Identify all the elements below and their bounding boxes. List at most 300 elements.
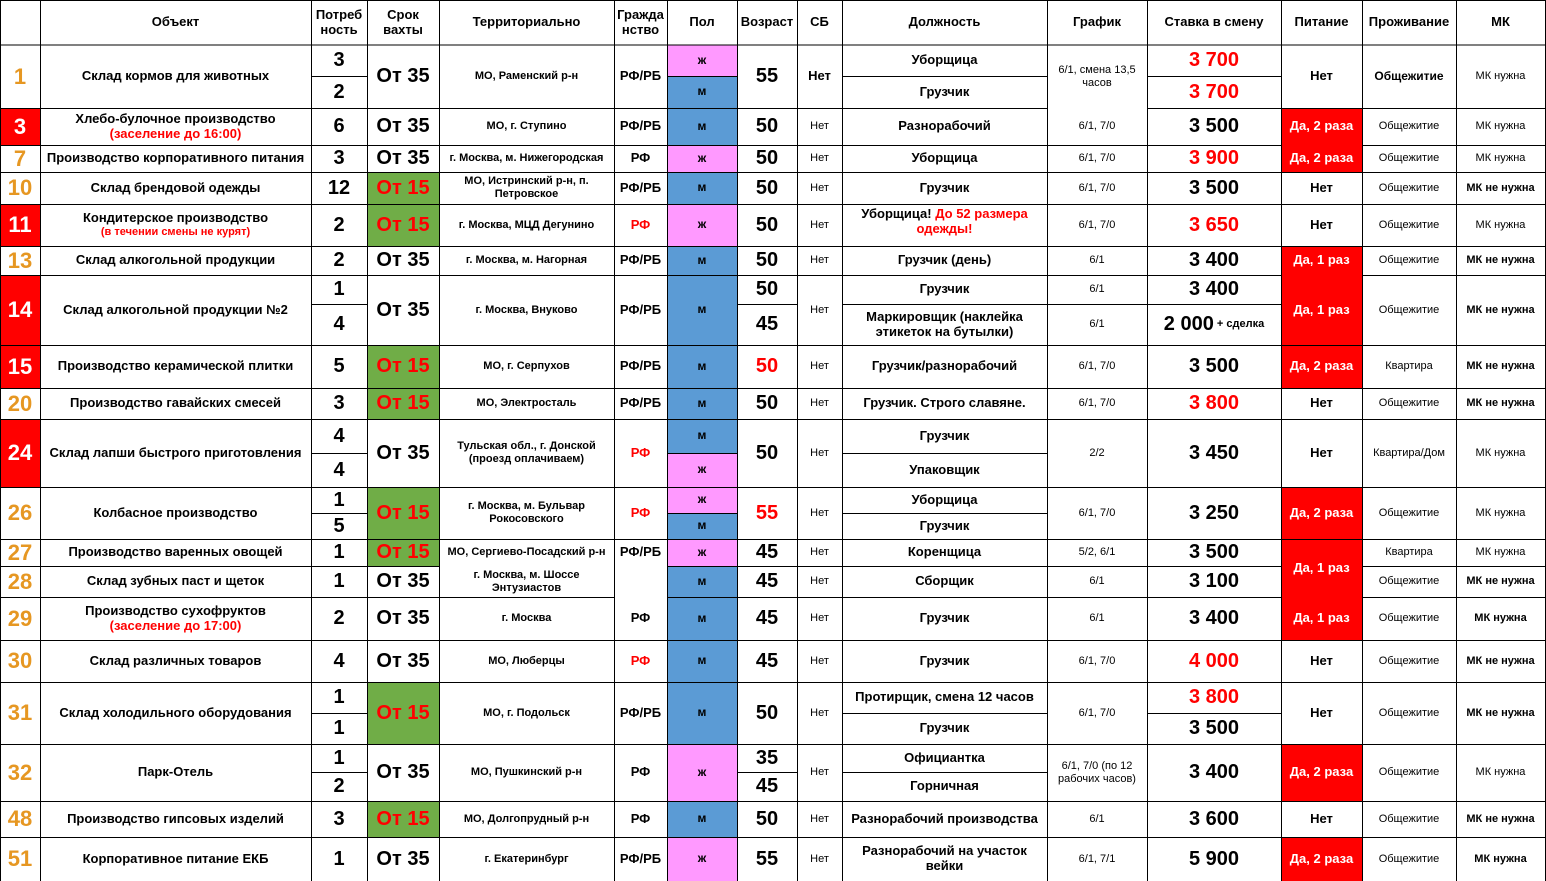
position-value (842, 204, 1047, 246)
citizenship-value (614, 539, 667, 566)
rate-value (1147, 108, 1281, 145)
need-value (311, 275, 367, 304)
location-value (439, 419, 614, 487)
cell-text: Нет (1310, 179, 1333, 195)
cell-text: 3 800 (1188, 392, 1240, 414)
cell-text: Разнорабочий производства (851, 810, 1038, 826)
cell-text: 2 (333, 607, 345, 629)
schedule-value (1047, 744, 1147, 801)
cell-text: Нет (810, 506, 829, 519)
rate-value (1147, 246, 1281, 275)
mk-value (1456, 145, 1545, 172)
cell-text: Нет (1310, 395, 1333, 411)
cell-text: 6 (333, 115, 345, 137)
object-cell (40, 108, 311, 145)
position-value (842, 487, 1047, 513)
term-value (367, 487, 439, 539)
cell-text: 50 (755, 701, 779, 724)
cell-text: 6/1, 7/0 (1078, 506, 1116, 519)
cell-text: Общежитие (1378, 254, 1440, 267)
cell-text: 3 450 (1188, 441, 1240, 464)
cell-text: 4 (333, 313, 345, 335)
cell-text: РФ (630, 810, 651, 826)
sb-value (797, 204, 842, 246)
cell-text: 45 (755, 541, 779, 563)
cell-text: РФ (630, 652, 651, 668)
object-cell (40, 345, 311, 388)
cell-text: 3 400 (1188, 761, 1240, 783)
cell-text: 4 (333, 649, 345, 672)
citizenship-value (614, 640, 667, 682)
cell-text: Объект (151, 14, 200, 30)
cell-text: 1 (13, 63, 27, 89)
citizenship-value (614, 204, 667, 246)
cell-text: Да, 2 раза (1289, 764, 1354, 780)
header-need (311, 0, 367, 45)
sex-value (667, 597, 737, 640)
schedule-value (1047, 204, 1147, 246)
schedule-value (1047, 801, 1147, 837)
cell-text: Общежитие (1378, 852, 1440, 865)
citizenship-value (614, 487, 667, 539)
age-value (737, 172, 797, 204)
housing-value (1362, 801, 1456, 837)
cell-text: РФ/РБ (619, 704, 662, 720)
cell-text: РФ/РБ (619, 252, 662, 268)
term-value (367, 597, 439, 640)
cell-text: г. Москва (501, 612, 552, 625)
cell-text: От 15 (376, 807, 430, 830)
object-name: Производство керамической плитки (57, 358, 294, 374)
citizenship-value (614, 108, 667, 145)
cell-text: 1 (333, 746, 345, 769)
cell-text: 7 (13, 145, 27, 171)
row-number (0, 388, 40, 419)
header-mk (1456, 0, 1545, 45)
need-value (311, 172, 367, 204)
housing-value (1362, 640, 1456, 682)
cell-text: МК нужна (1474, 612, 1527, 625)
cell-text: Общежитие (1378, 612, 1440, 625)
position-value (842, 145, 1047, 172)
cell-text: ж (697, 764, 707, 779)
cell-text: м (697, 653, 707, 668)
position-value (842, 513, 1047, 539)
schedule-value (1047, 487, 1147, 539)
mk-value (1456, 682, 1545, 744)
schedule-value (1047, 345, 1147, 388)
term-value (367, 801, 439, 837)
cell-text: МК нужна (1475, 766, 1526, 779)
sb-value (797, 388, 842, 419)
cell-text: РФ (630, 444, 651, 460)
cell-text: МК не нужна (1466, 303, 1535, 316)
sex-value (667, 145, 737, 172)
housing-value (1362, 388, 1456, 419)
cell-text: 3 500 (1188, 355, 1240, 377)
cell-text: 3 (333, 147, 345, 169)
food-value (1281, 744, 1362, 801)
cell-text: ж (697, 462, 707, 477)
row-number (0, 108, 40, 145)
cell-text: РФ/РБ (619, 358, 662, 374)
cell-text: Нет (810, 120, 829, 133)
position-value (842, 246, 1047, 275)
location-value (439, 566, 614, 597)
rate-amount: 3 500 (1188, 717, 1240, 739)
object-name: Склад лапши быстрого приготовления (49, 444, 302, 460)
position-name: Уборщица! (861, 206, 936, 221)
cell-text: 55 (755, 65, 779, 87)
rate-value (1147, 45, 1281, 76)
term-value (367, 419, 439, 487)
age-value (737, 640, 797, 682)
term-value (367, 744, 439, 801)
term-value (367, 275, 439, 345)
cell-text: Нет (810, 546, 829, 559)
cell-text: 3 400 (1188, 607, 1240, 629)
cell-text: 50 (755, 392, 779, 414)
row-number (0, 744, 40, 801)
rate-value (1147, 204, 1281, 246)
object-name: Колбасное производство (93, 504, 258, 520)
mk-value (1456, 640, 1545, 682)
rate-value (1147, 419, 1281, 487)
cell-text: 6/1 (1089, 612, 1105, 625)
housing-value (1362, 204, 1456, 246)
cell-text: 3 (13, 113, 27, 139)
sex-value (667, 275, 737, 345)
cell-text: МК нужна (1475, 446, 1526, 459)
rate-value (1147, 388, 1281, 419)
cell-text: РФ (630, 504, 651, 520)
position-value (842, 108, 1047, 145)
sb-value (797, 345, 842, 388)
cell-text: 2 (333, 249, 345, 271)
cell-text: МК не нужна (1466, 575, 1535, 588)
cell-text: Должность (908, 14, 981, 30)
cell-text: 6/1 (1089, 283, 1105, 296)
object-cell (40, 744, 311, 801)
cell-text: г. Москва, м. Шоссе Энтузиастов (473, 568, 580, 594)
header-position (842, 0, 1047, 45)
object-name: Склад зубных паст и щеток (86, 573, 265, 589)
rate-value (1147, 345, 1281, 388)
cell-text: Нет (810, 612, 829, 625)
cell-text: 6/1, 7/0 (1078, 706, 1116, 719)
cell-text: 29 (7, 605, 33, 631)
cell-text: Территориально (472, 14, 581, 30)
food-value (1281, 539, 1362, 597)
position-value (842, 453, 1047, 487)
cell-text: Общежитие (1378, 654, 1440, 667)
cell-text: 2 (333, 80, 345, 103)
cell-text: 50 (755, 115, 779, 137)
cell-text: РФ (630, 150, 651, 166)
cell-text: 6/1, 7/0 (1078, 218, 1116, 231)
cell-text: Нет (810, 852, 829, 865)
position-note: До 52 размера одежды! (916, 206, 1028, 236)
citizenship-value (614, 682, 667, 744)
sex-value (667, 566, 737, 597)
location-value (439, 597, 614, 640)
cell-text: 1 (333, 488, 345, 511)
cell-text: 15 (7, 353, 33, 379)
cell-text: 55 (755, 847, 779, 870)
age-value (737, 566, 797, 597)
location-value (439, 487, 614, 539)
cell-text: Да, 1 раз (1293, 301, 1350, 317)
mk-value (1456, 566, 1545, 597)
cell-text: 50 (755, 147, 779, 169)
age-value (737, 345, 797, 388)
mk-value (1456, 597, 1545, 640)
position-value (842, 76, 1047, 108)
cell-text: Общежитие (1374, 68, 1444, 83)
cell-text: Да, 2 раза (1289, 150, 1354, 166)
cell-text: Уборщица (911, 52, 978, 68)
food-value (1281, 345, 1362, 388)
cell-text: Нет (1310, 704, 1333, 720)
position-value (842, 304, 1047, 345)
need-value (311, 837, 367, 881)
cell-text: ж (697, 217, 707, 232)
cell-text: График (1073, 14, 1121, 30)
cell-text: Квартира (1385, 360, 1433, 373)
cell-text: 30 (7, 648, 33, 674)
cell-text: РФ/РБ (619, 544, 662, 560)
cell-text: Общежитие (1378, 152, 1440, 165)
need-value (311, 76, 367, 108)
age-value (737, 145, 797, 172)
cell-text: Возраст (740, 14, 794, 30)
cell-text: 12 (327, 176, 351, 199)
cell-text: МО, Сергиево-Посадский р-н (447, 546, 606, 559)
need-value (311, 772, 367, 801)
cell-text: Нет (810, 303, 829, 316)
cell-text: 3 400 (1188, 249, 1240, 271)
rate-note: + сделка (1213, 318, 1265, 331)
cell-text: 6/1, 7/0 (по 12 рабочих часов) (1058, 759, 1136, 785)
position-value (842, 640, 1047, 682)
cell-text: 6/1 (1089, 318, 1105, 331)
position-value (842, 172, 1047, 204)
sex-value (667, 487, 737, 513)
cell-text: Нет (808, 68, 831, 84)
cell-text: От 35 (376, 147, 430, 169)
location-value (439, 640, 614, 682)
age-value (737, 772, 797, 801)
need-value (311, 453, 367, 487)
food-value (1281, 172, 1362, 204)
rate-value (1147, 539, 1281, 566)
cell-text: МК нужна (1475, 506, 1526, 519)
position-value (842, 597, 1047, 640)
cell-text: 3 100 (1188, 570, 1240, 592)
cell-text: Питание (1294, 14, 1349, 30)
housing-value (1362, 539, 1456, 566)
location-value (439, 744, 614, 801)
cell-text: 6/1, 7/0 (1078, 181, 1116, 194)
object-name: Производство корпоративного питания (46, 150, 305, 166)
cell-text: 50 (755, 441, 779, 464)
cell-text: 10 (7, 175, 33, 201)
need-value (311, 713, 367, 744)
sex-value (667, 640, 737, 682)
need-value (311, 744, 367, 772)
cell-text: г. Москва, м. Нагорная (465, 254, 588, 267)
sex-value (667, 172, 737, 204)
sb-value (797, 744, 842, 801)
cell-text: Горничная (910, 778, 979, 794)
location-value (439, 682, 614, 744)
object-name: Парк-Отель (137, 764, 214, 780)
cell-text: г. Екатеринбург (484, 852, 569, 865)
object-name: Склад холодильного оборудования (59, 704, 292, 720)
cell-text: 5 900 (1188, 847, 1240, 870)
cell-text: МО, г. Ступино (486, 120, 567, 133)
need-value (311, 539, 367, 566)
housing-value (1362, 744, 1456, 801)
row-number (0, 597, 40, 640)
object-note: (заселение до 16:00) (109, 125, 242, 141)
rate-value (1147, 837, 1281, 881)
rate-value (1147, 801, 1281, 837)
cell-text: От 15 (376, 701, 430, 724)
cell-text: Грузчик (919, 83, 970, 99)
need-value (311, 304, 367, 345)
object-name: Склад кормов для животных (81, 68, 270, 84)
cell-text: 5 (333, 514, 345, 537)
row-number (0, 246, 40, 275)
food-value (1281, 801, 1362, 837)
row-number (0, 45, 40, 108)
cell-text: Грузчик (919, 652, 970, 668)
position-value (842, 345, 1047, 388)
cell-text: 50 (755, 807, 779, 830)
need-value (311, 682, 367, 713)
schedule-value (1047, 682, 1147, 744)
cell-text: Пол (689, 14, 715, 30)
food-value (1281, 45, 1362, 108)
cell-text: 35 (755, 746, 779, 769)
cell-text: 1 (333, 541, 345, 563)
header-citizenship (614, 0, 667, 45)
sex-value (667, 345, 737, 388)
citizenship-value (614, 801, 667, 837)
sex-value (667, 744, 737, 801)
cell-text: 11 (8, 212, 32, 238)
citizenship-value (614, 345, 667, 388)
cell-text: 3 600 (1188, 807, 1240, 830)
sex-value (667, 388, 737, 419)
sb-value (797, 419, 842, 487)
header-sb (797, 0, 842, 45)
cell-text: Сборщик (915, 573, 974, 589)
mk-value (1456, 204, 1545, 246)
rate-value (1147, 76, 1281, 108)
cell-text: Общежитие (1378, 303, 1440, 316)
cell-text: ж (697, 544, 707, 559)
cell-text: От 35 (376, 847, 430, 870)
cell-text: Общежитие (1378, 397, 1440, 410)
term-value (367, 640, 439, 682)
cell-text: м (697, 180, 707, 195)
cell-text: Общежитие (1378, 766, 1440, 779)
object-cell (40, 487, 311, 539)
object-name: Склад различных товаров (89, 652, 262, 668)
row-number (0, 419, 40, 487)
cell-text: РФ/РБ (619, 301, 662, 317)
cell-text: Срок (387, 6, 419, 22)
mk-value (1456, 744, 1545, 801)
cell-text: 2 (333, 213, 345, 236)
cell-text: Упаковщик (909, 461, 980, 477)
cell-text: 6/1, 7/0 (1078, 360, 1116, 373)
need-value (311, 419, 367, 453)
header-sex (667, 0, 737, 45)
mk-value (1456, 246, 1545, 275)
sb-value (797, 597, 842, 640)
housing-value (1362, 487, 1456, 539)
cell-text: От 15 (376, 392, 430, 414)
cell-text: Нет (810, 812, 829, 825)
cell-text: Проживание (1368, 14, 1450, 30)
cell-text: 1 (333, 717, 345, 739)
cell-text: Квартира (1385, 546, 1433, 559)
cell-text: Потреб (315, 6, 363, 22)
object-cell (40, 419, 311, 487)
mk-value (1456, 108, 1545, 145)
cell-text: г. Москва, м. Нижегородская (449, 152, 604, 165)
cell-text: МО, г. Серпухов (483, 360, 570, 373)
cell-text: От 15 (376, 501, 430, 524)
cell-text: РФ (630, 216, 651, 232)
cell-text: м (697, 252, 707, 267)
sex-value (667, 453, 737, 487)
cell-text: Гражда (617, 6, 664, 22)
cell-text: От 35 (376, 570, 430, 592)
rate-value (1147, 713, 1281, 744)
cell-text: 45 (755, 775, 779, 797)
object-cell (40, 172, 311, 204)
sb-value (797, 566, 842, 597)
cell-text: 55 (755, 501, 779, 524)
need-value (311, 566, 367, 597)
food-value (1281, 275, 1362, 345)
cell-text: м (697, 302, 707, 317)
cell-text: Общежитие (1378, 575, 1440, 588)
cell-text: 50 (755, 176, 779, 199)
food-value (1281, 487, 1362, 539)
mk-value (1456, 539, 1545, 566)
cell-text: МО, Пушкинский р-н (470, 766, 583, 779)
age-value (737, 682, 797, 744)
row-number (0, 275, 40, 345)
schedule-value (1047, 539, 1147, 566)
position-value (842, 682, 1047, 713)
cell-text: м (697, 518, 707, 533)
position-value (842, 275, 1047, 304)
cell-text: 6/1, 7/0 (1078, 654, 1116, 667)
cell-text: 6/1, смена 13,5 часов (1058, 63, 1136, 89)
object-cell (40, 682, 311, 744)
cell-text: 3 250 (1188, 501, 1240, 524)
cell-text: ность (320, 21, 358, 37)
cell-text: Общежитие (1378, 181, 1440, 194)
rate-value (1147, 304, 1281, 345)
need-value (311, 801, 367, 837)
